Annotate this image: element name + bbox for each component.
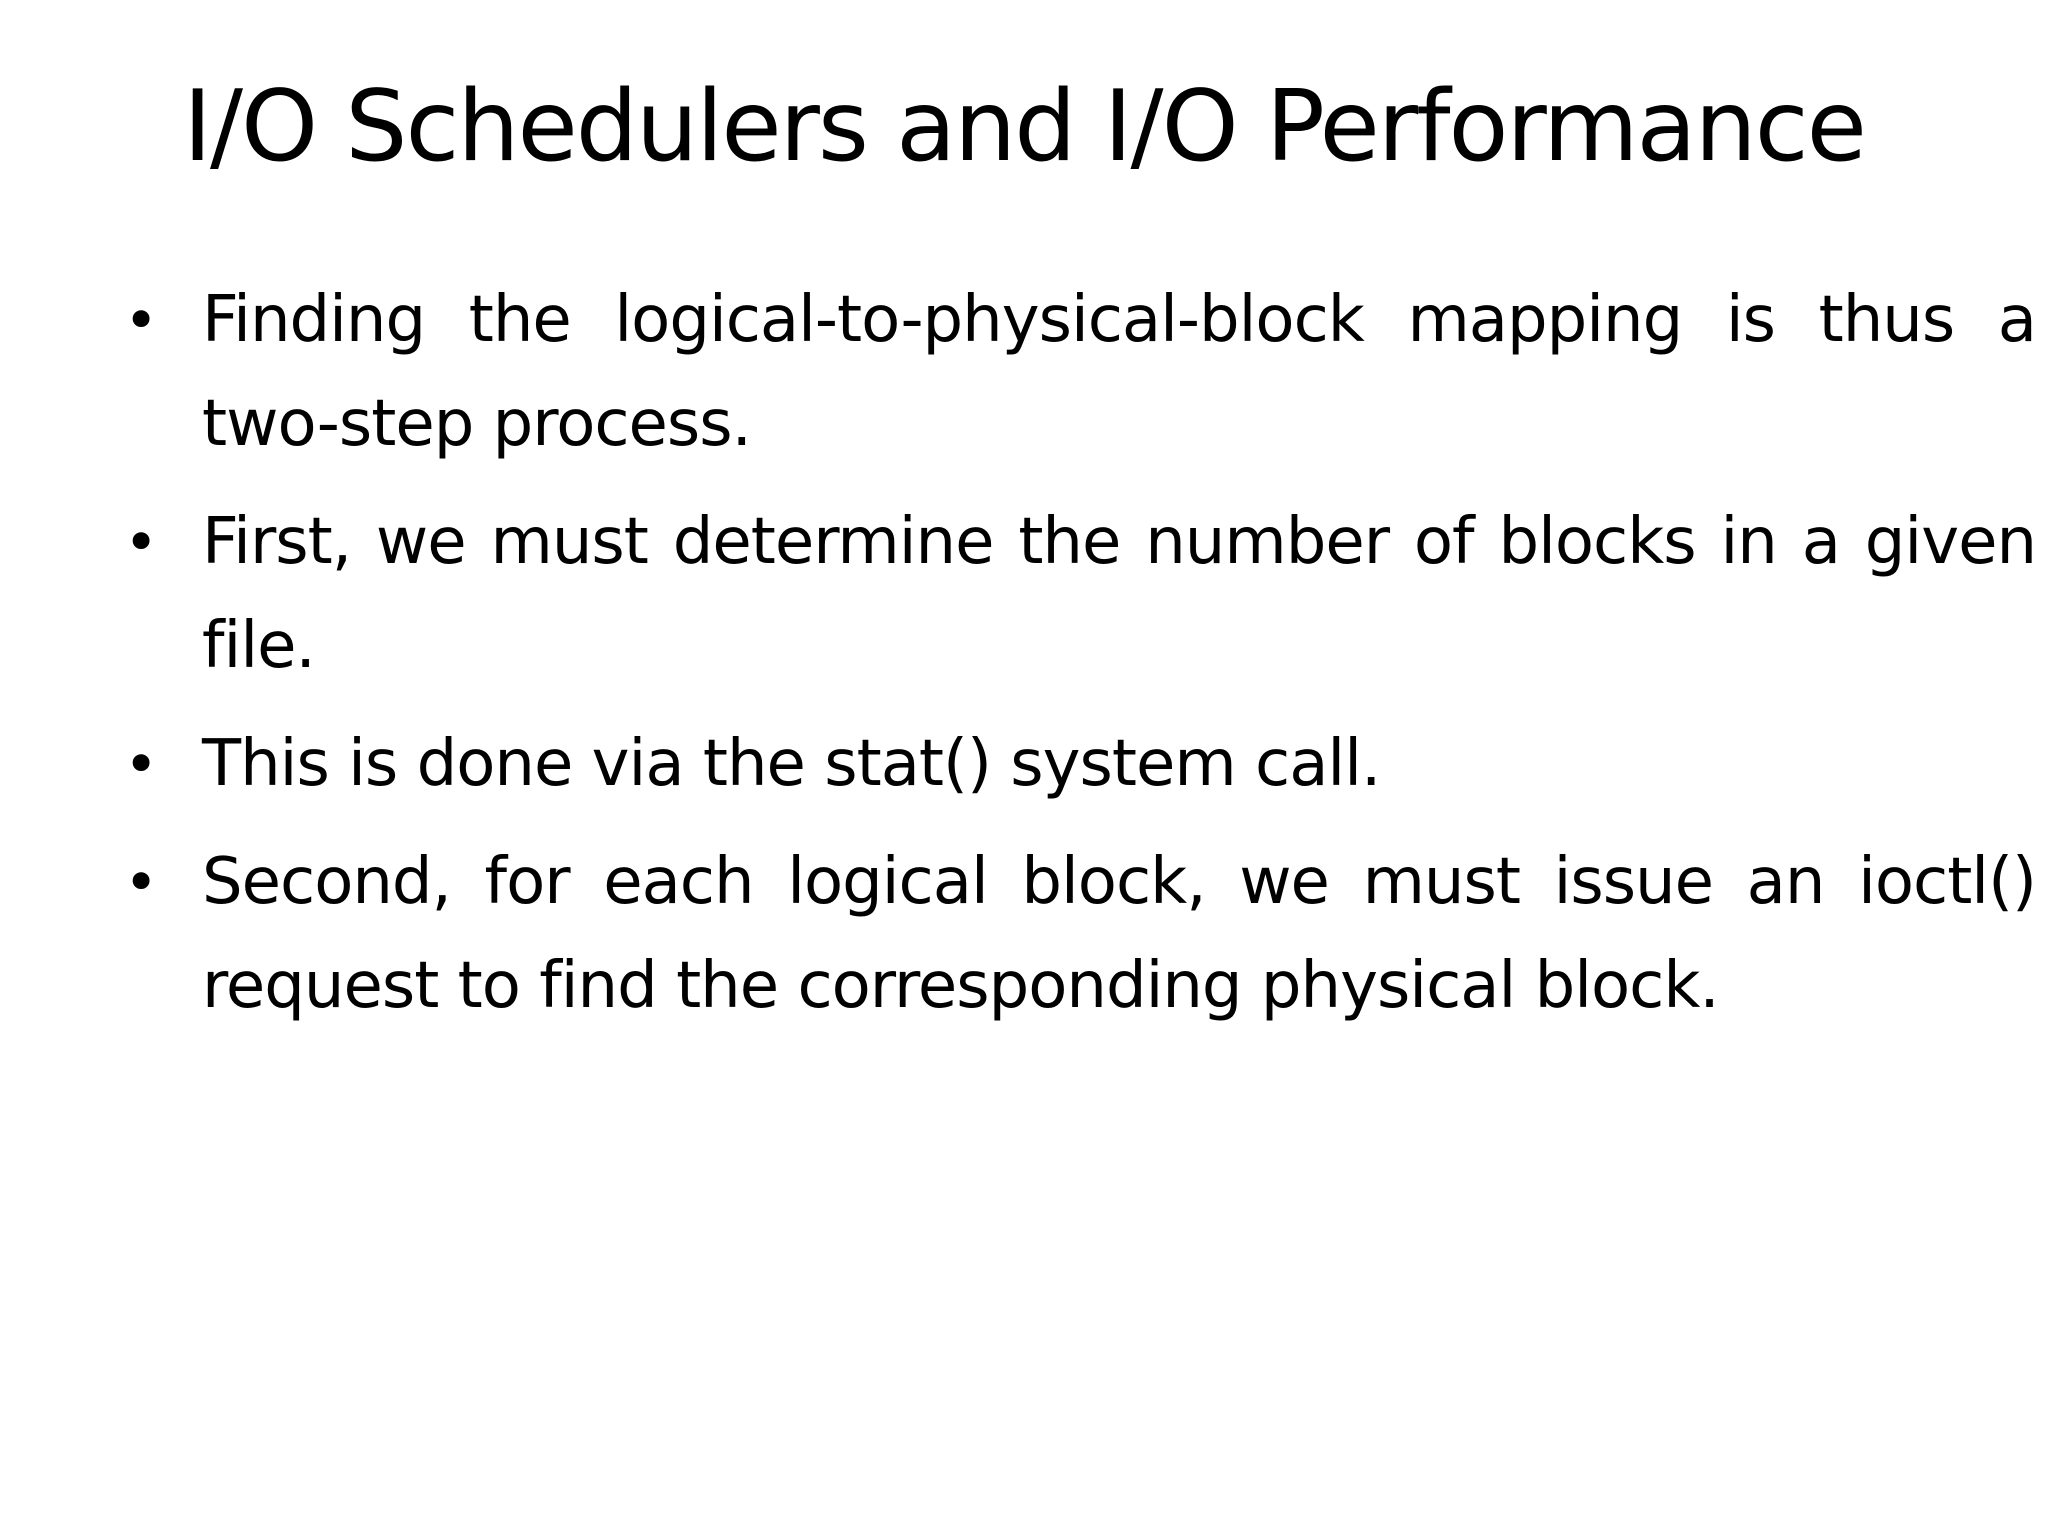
bullet-icon: • bbox=[124, 286, 158, 354]
bullet-icon: • bbox=[124, 508, 158, 576]
bullet-item bbox=[124, 268, 2036, 476]
slide-title: I/O Schedulers and I/O Performance bbox=[183, 70, 1865, 184]
bullet-item bbox=[124, 490, 2036, 698]
bullet-text: This is done via the stat() system call. bbox=[202, 727, 1381, 801]
bullet-item bbox=[124, 712, 2036, 816]
bullet-text: First, we must determine the number of blocks in a given file. bbox=[202, 505, 2036, 683]
bullet-item bbox=[124, 830, 2036, 1038]
bullet-icon: • bbox=[124, 848, 158, 916]
bullet-text: Second, for each logical block, we must issue an ioctl() request to find the corresponding physical block. bbox=[202, 845, 2036, 1023]
bullet-text: Finding the logical-to-physical-block mapping is thus a two-step process. bbox=[202, 283, 2036, 461]
bullet-list bbox=[124, 268, 2036, 1052]
bullet-icon: • bbox=[124, 730, 158, 798]
